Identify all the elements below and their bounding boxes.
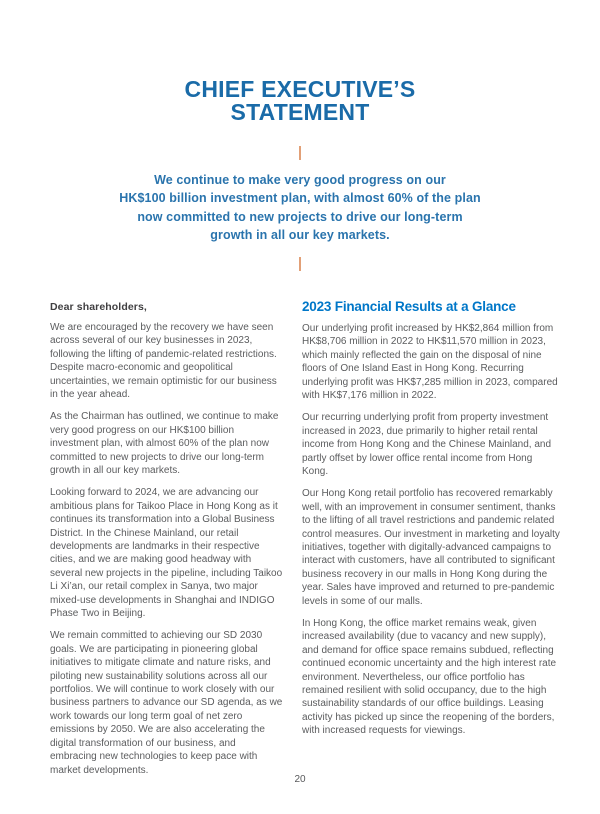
right-column (302, 298, 560, 786)
quote-divider-top (299, 146, 301, 160)
body-paragraph: We remain committed to achieving our SD 2030 goals. We are participating in pioneering global initiatives to mitigate climate and nature risks, and piloting new sustainability solutions across all our portfolios. We will continue to work closely with our business partners to advance our SD agenda, as we work towards our long term goal of net zero emissions by 2050. We are also accelerating the digital transformation of our business, and embracing new technologies to keep pace with market developments. (50, 630, 283, 776)
pull-quote (90, 171, 510, 245)
pull-quote-line: HK$100 billion investment plan, with almost 60% of the plan (119, 191, 481, 206)
body-paragraph: Our underlying profit increased by HK$2,864 million from HK$8,706 million in 2022 to HK$11,570 million in 2023, which mainly reflected the gain on the disposal of nine floors of One Island East in Hong Kong. Recurring underlying profit was HK$7,285 million in 2023, compared with HK$7,176 million in 2022. (302, 322, 558, 401)
body-paragraph: We are encouraged by the recovery we have seen across several of our key businesses in 2023, following the lifting of pandemic-related restrictions. Despite macro-economic and geopolitical uncertainties, we remain optimistic for our business in the year ahead. (50, 321, 277, 400)
body-paragraph: Looking forward to 2024, we are advancing our ambitious plans for Taikoo Place in Hong Kong as it continues its transformation into a Global Business District. In the Chinese Mainland, our retail developments are landmarks in their respective cities, and we are making good headway with several new projects in the pipeline, including Taikoo Li Xi’an, our retail complex in Sanya, two major mixed-use developments in Shanghai and INDIGO Phase Two in Beijing. (50, 487, 283, 620)
body-columns (50, 298, 560, 786)
body-paragraph: As the Chairman has outlined, we continue to make very good progress on our HK$100 billion investment plan, with almost 60% of the plan now committed to new projects to drive our long-term growth in all our key markets. (50, 411, 279, 476)
body-paragraph: Our recurring underlying profit from property investment increased in 2023, due primarily to higher retail rental income from Hong Kong and the Chinese Mainland, and partly offset by lower office rental income from Hong Kong. (302, 412, 552, 477)
left-column (50, 301, 285, 786)
pull-quote-line: We continue to make very good progress on our (154, 172, 446, 187)
page-title-line-1: CHIEF EXECUTIVE’S (184, 76, 416, 102)
body-paragraph: In Hong Kong, the office market remains weak, given increased availability (due to vacancy and new supply), and demand for office space remains subdued, reflecting continued economic uncertainty and the high interest rate environment. Nevertheless, our office portfolio has remained resilient with solid occupancy, due to the high sustainability standards of our office buildings. Leasing activity has picked up since the reopening of the borders, with increased requests for viewings. (302, 618, 557, 737)
page-title (0, 0, 600, 125)
quote-divider-bottom (299, 257, 301, 271)
salutation: Dear shareholders, (50, 300, 147, 313)
section-heading: 2023 Financial Results at a Glance (302, 298, 516, 314)
page-title-line-2: STATEMENT (230, 99, 370, 126)
pull-quote-line: now committed to new projects to drive our long-term (137, 209, 463, 224)
page-number: 20 (294, 774, 306, 785)
body-paragraph: Our Hong Kong retail portfolio has recovered remarkably well, with an improvement in consumer sentiment, thanks to the lifting of all travel restrictions and pandemic related control measures. Our investment in marketing and loyalty initiatives, together with digitally-advanced campaigns to interact with customers, have all contributed to significant business recovery in our malls in Hong Kong during the year. Sales have improved and returned to pre-pandemic levels in some of our malls. (302, 488, 560, 607)
pull-quote-line: growth in all our key markets. (210, 228, 390, 243)
